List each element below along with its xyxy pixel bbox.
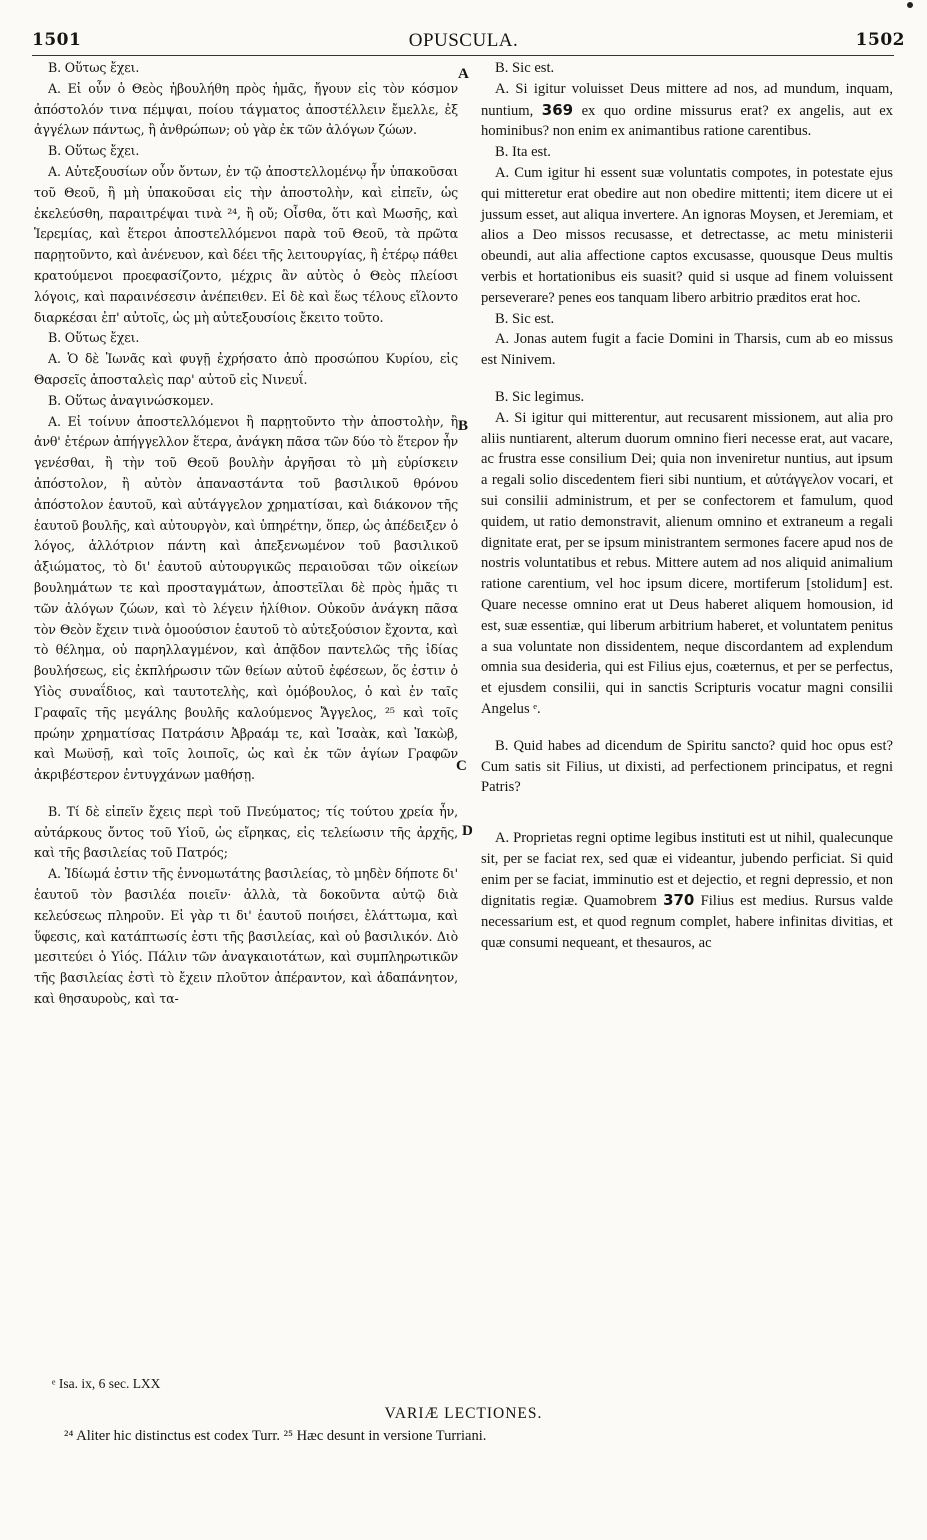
latin-paragraph: A. Cum igitur hi essent suæ voluntatis compotes, in potestate ejus qui mitteretur erat obedire aut non obedire mittenti; item dicere ut ei jussum esset, aut aliqua invertere. An ignoras Moysen, et Jeremiam, et alios a Deo missos recusasse, et detrectasse, ac metu ministerii obeundi, aut alia affectione captos excusasse, quousque Deus multis verbis et hortationibus eis suasit? quid si usque ad finem voluissent perseverare? penes eos tanquam libero arbitrio præditos erat hoc. bbox=[481, 164, 893, 306]
greek-column bbox=[34, 58, 458, 1010]
header-rule bbox=[32, 55, 894, 56]
left-page-number: 1501 bbox=[32, 30, 82, 50]
margin-mark-b: B bbox=[458, 418, 469, 434]
greek-paragraph: Β. Οὕτως ἀναγινώσκομεν. bbox=[48, 392, 214, 408]
variae-lectiones-title: VARIÆ LECTIONES. bbox=[384, 1405, 543, 1422]
latin-paragraph: B. Sic legimus. bbox=[495, 388, 585, 405]
greek-paragraph: Α. Αὐτεξουσίων οὖν ὄντων, ἐν τῷ ἀποστελλομένῳ ἦν ὑπακοῦσαι τοῦ Θεοῦ, ἢ μὴ ὑπακοῦσαι εἰς τὴν ἀποστολὴν, καὶ εἰπεῖν, ὡς ἐκελεύσθη, παραιτρέψαι τινὰ ²⁴, ἢ οὔ; Οἶσθα, ὅτι καὶ Μωσῆς, καὶ Ἱερεμίας, καὶ ἕτεροι ἀποστελλόμενοι παρὰ τοῦ Θεοῦ, τὰ πρῶτα παρῃτοῦντο, καὶ ἀνένευον, καὶ δέει τῆς λειτουργίας, ἢ ἑτέρῳ πάθει κρατούμενοι προεφασίζοντο, μέχρις ἂν αὐτὸς ὁ Θεὸς πλείοσι λόγοις, καὶ παραινέσεσιν ἀνέπειθεν. Εἰ δὲ καὶ ἕως τέλους εἵλοντο διαρκέσαι ἐπ' αὐτοῖς, ὡς μὴ αὐτεξουσίοις ἔκειτο τοῦτο. bbox=[34, 163, 458, 325]
ink-speck bbox=[907, 2, 913, 8]
latin-text: Filius est medius. Rursus valde necessarium est, et quod regnum complet, habere infinitas divitias, et quæ consumi nequeant, et thesauros, ac bbox=[481, 893, 893, 952]
greek-paragraph: Β. Οὕτως ἔχει. bbox=[48, 143, 140, 159]
margin-mark-c: C bbox=[456, 758, 467, 774]
column-number-370: 370 bbox=[663, 891, 695, 910]
latin-text: ex quo ordine missurus erat? ex angelis, aut ex hominibus? non enim ex animantibus ratione carentibus. bbox=[481, 102, 893, 140]
latin-paragraph: B. Sic est. bbox=[495, 60, 555, 76]
greek-paragraph: Β. Οὕτως ἔχει. bbox=[48, 330, 140, 346]
latin-text: A. Proprietas regni optime legibus instituti est ut nihil, qualecunque sit, per se faciat rex, sed quæ ei videantur, jubendo perficiat. Si quid enim per se faciat, imminutio est et dejectio, et regni depressio, et non dignitatis regiæ. Quamobrem bbox=[481, 830, 893, 910]
greek-paragraph: Α. Ἰδίωμά ἐστιν τῆς ἐννομωτάτης βασιλείας, τὸ μηδὲν δήποτε δι' ἑαυτοῦ τὸν βασιλέα ποιεῖν· ἀλλὰ, τὰ δοκοῦντα αὐτῷ διὰ κελεύσεως πληροῦν. Εἰ γὰρ τι δι' ἑαυτοῦ ποιήσει, ἐλάττωμα, καὶ ὕφεσις, καὶ κατάπτωσίς ἐστι τῆς βασιλείας, καὶ οὐ βασιλικόν. Διὸ μεσιτεύει ὁ Υἱός. Πάλιν τῶν ἀναγκαιοτάτων, καὶ συμπληρωτικῶν τῆς βασιλείας ἐστὶ τὸ ἔχειν πλοῦτον ἀπέραντον, καὶ ἀδαπάνητον, καὶ θησαυροὺς, καὶ τα- bbox=[34, 866, 458, 1007]
margin-mark-a: A bbox=[458, 66, 469, 82]
margin-mark-d: D bbox=[462, 823, 473, 839]
greek-paragraph: Β. Οὕτως ἔχει. bbox=[48, 60, 140, 75]
greek-paragraph: Β. Τί δὲ εἰπεῖν ἔχεις περὶ τοῦ Πνεύματος; τίς τούτου χρεία ἦν, αὐτάρκους ὄντος τοῦ Υἱοῦ, ὡς εἴρηκας, εἰς τελείωσιν τῆς ἀρχῆς, καὶ τῆς βασιλείας τοῦ Πατρός; bbox=[34, 803, 458, 861]
latin-paragraph: B. Ita est. bbox=[495, 144, 551, 161]
footnote: ᵉ Isa. ix, 6 sec. LXX bbox=[52, 1376, 161, 1391]
latin-column bbox=[481, 58, 893, 954]
latin-text: A. Si igitur voluisset Deus mittere ad nos, ad mundum, inquam, nuntium, bbox=[481, 80, 893, 119]
greek-paragraph: Α. Ὁ δὲ Ἰωνᾶς καὶ φυγῇ ἐχρήσατο ἀπὸ προσώπου Κυρίου, εἰς Θαρσεῖς ἀποσταλεὶς παρ' αὐτοῦ εἰς Νινευΐ. bbox=[34, 351, 458, 387]
variae-lectiones-text: ²⁴ Aliter hic distinctus est codex Turr. ²⁵ Hæc desunt in versione Turriani. bbox=[64, 1428, 487, 1444]
latin-paragraph: A. Si igitur qui mitterentur, aut recusarent missionem, aut alia pro aliis nuntiarent, alterum duorum omnino fieri necesse erat, aut vacare, ac frustra esse consilium Dei; quia non inveniretur nuntius, aut ipsum a regali solio discedentem fieri sibi nuntium, et αὐτάγγελον vocari, et sui consilii administrum, et per se confectorem et famulum, quod quidem, ut ratio demonstravit, alienum omnino et extraneum a regali dignitate erat, per se ipsum ministrantem sermones facere apud nos de nostris voluntatibus et rebus. Mittere autem ad nos aliquid animalium ratione carentium, vel hoc ipsum dicere, mortiferum [stolidum] est. Quare necesse omnino erat ut Deus haberet aliquem homousion, id est, suæ essentiæ, qui liberum arbitrium haberet, et voluntatem penitus a sua voluntate non dissidentem, neque discordantem ad explendum omnia sua desideria, qui est Filius ejus, coæternus, et per se perfectus, et ejusdem consilii, qui in sanctis Scripturis vocatur magni consilii Angelus ᵉ. bbox=[481, 409, 893, 717]
right-page-number: 1502 bbox=[855, 30, 905, 50]
greek-paragraph: Α. Εἰ τοίνυν ἀποστελλόμενοι ἢ παρῃτοῦντο τὴν ἀποστολὴν, ἢ ἀνθ' ἑτέρων ἀπήγγελλον ἕτερα, ἀνάγκη πᾶσα τῶν δύο τὸ ἕτερον ἦν γενέσθαι, ἢ τὴν τοῦ Θεοῦ βουλὴν ἀργῆσαι τὸ μὴ εὑρίσκειν ἀπόστολον, ἢ αὐτὸν ἀπαναστάντα τοῦ βασιλικοῦ θρόνου ἀπόστολον ἑαυτοῦ, καὶ αὐτάγγελον χρηματίσαι, καὶ διάκονον τῆς ἑαυτοῦ βουλῆς, καὶ αὐτουργὸν, καὶ ὑπηρέτην, ὅπερ, ὡς ἀπέδειξεν ὁ λόγος, ἀλλότριον πάντη καὶ ἀπεξενωμένον τοῦ βασιλικοῦ ἀξιώματος, τὸ δι' ἑαυτοῦ αὐτουργικῶς περαιοῦσαι τῶν οἰκείων βουλημάτων τε καὶ προσταγμάτων, ἀποστεῖλαι δὲ πρὸς ἡμᾶς τι τῶν ἀλόγων ζώων, καὶ τὸ λέγειν ἠλίθιον. Οὐκοῦν ἀνάγκη πᾶσα τὸν Θεὸν ἔχειν τινὰ ὁμοούσιον ἑαυτοῦ τὸ αὐτεξούσιον ἔχοντα, καὶ τὸ θέλημα, οὐ παρηλλαγμένον, καὶ ἀπᾷδον παντελῶς τῆς ἰδίας βουλήσεως, εἰς ἐκπλήρωσιν τῶν θείων αὐτοῦ ἐφέσεων, ὅς ἐστιν ὁ Υἱὸς συναΐδιος, καὶ ταυτοτελὴς, καὶ ὁμόβουλος, ὁ καὶ ἐν ταῖς Γραφαῖς τῆς μεγάλης βουλῆς καλούμενος Ἄγγελος, ²⁵ καὶ τοῖς πρώην χρηματίσας Πατράσιν Ἀβραάμ τε, καὶ Ἰσαὰκ, καὶ Ἰακὼβ, καὶ Μωϋσῇ, καὶ τοῖς λοιποῖς, ὡς καὶ ἐκ τῶν ἁγίων Γραφῶν ἀκριβέστερον ἐντυγχάνων μαθήσῃ. bbox=[34, 413, 458, 783]
latin-paragraph: B. Quid habes ad dicendum de Spiritu sancto? quid hoc opus est? Cum satis sit Filius, ut dixisti, ad perfectionem principatus, et regni Patris? bbox=[481, 737, 893, 796]
running-title: OPUSCULA. bbox=[408, 30, 519, 51]
latin-paragraph bbox=[481, 79, 893, 142]
greek-paragraph: Α. Εἰ οὖν ὁ Θεὸς ἠβουλήθη πρὸς ἡμᾶς, ἤγουν εἰς τὸν κόσμον ἀπόστολόν τινα πέμψαι, ποίου τάγματος ἀποστέλλειν ἔμελλε, ἐξ ἀγγέλων πάντως, ἢ ἀνθρώπων; οὐ γὰρ ἐκ τῶν ἀλόγων ζώων. bbox=[34, 80, 458, 138]
latin-paragraph bbox=[481, 828, 893, 954]
latin-paragraph: A. Jonas autem fugit a facie Domini in Tharsis, cum ab eo missus est Ninivem. bbox=[481, 331, 893, 369]
column-number-369: 369 bbox=[541, 100, 574, 119]
latin-paragraph: B. Sic est. bbox=[495, 310, 555, 327]
